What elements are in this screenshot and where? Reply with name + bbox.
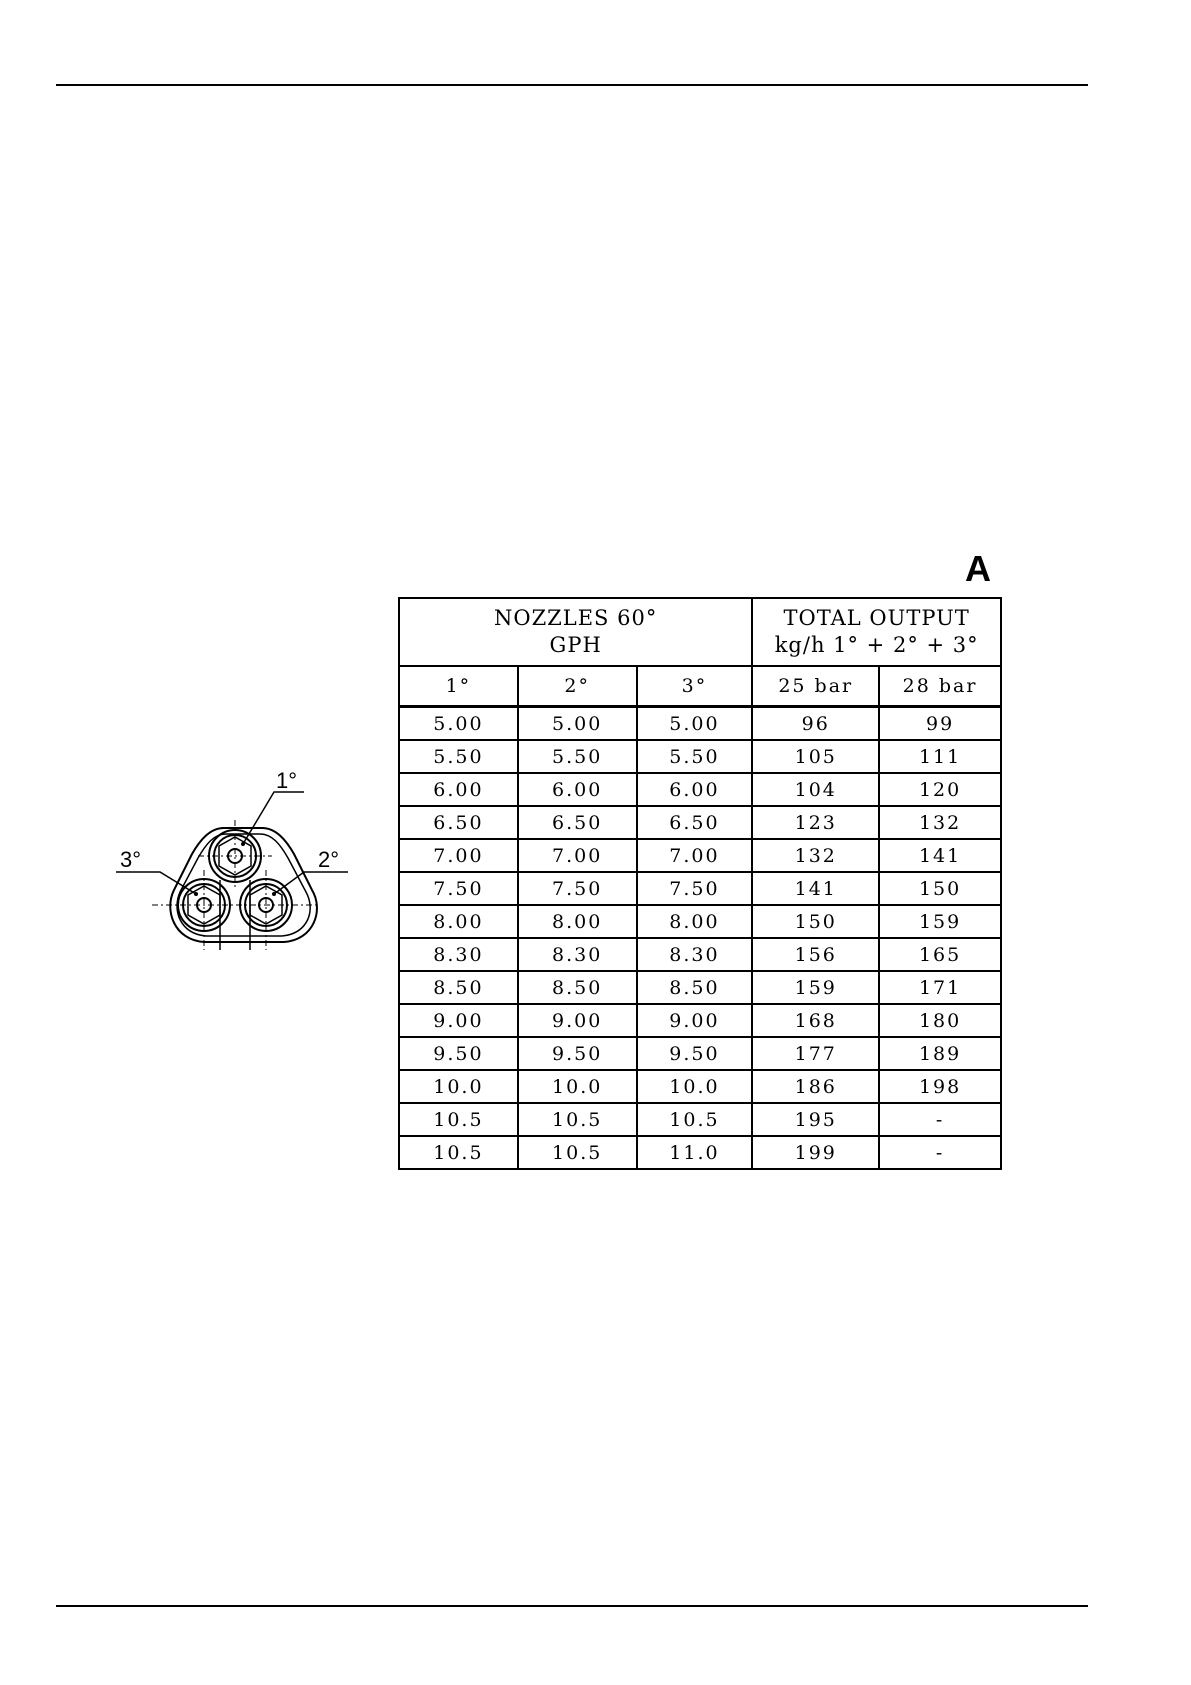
table-cell: 9.00 bbox=[518, 1004, 637, 1037]
table-row bbox=[399, 872, 1001, 905]
nozzle-layout-drawing bbox=[112, 770, 352, 960]
table-cell: 159 bbox=[879, 905, 1001, 938]
table-row bbox=[399, 938, 1001, 971]
table-cell: 9.00 bbox=[637, 1004, 753, 1037]
table-row bbox=[399, 905, 1001, 938]
table-cell: 5.50 bbox=[637, 740, 753, 773]
table-cell: 141 bbox=[879, 839, 1001, 872]
table-cell: 6.50 bbox=[637, 806, 753, 839]
table-cell: 96 bbox=[752, 707, 879, 741]
table-cell: 7.50 bbox=[399, 872, 518, 905]
table-cell: 6.00 bbox=[518, 773, 637, 806]
col-header-2: 2° bbox=[518, 666, 637, 707]
table-cell: 7.50 bbox=[637, 872, 753, 905]
table-row bbox=[399, 1136, 1001, 1169]
table-cell: 8.50 bbox=[399, 971, 518, 1004]
label-nozzle-1: 1° bbox=[276, 770, 298, 793]
table-cell: 10.0 bbox=[518, 1070, 637, 1103]
table-cell: 180 bbox=[879, 1004, 1001, 1037]
nozzle-output-table bbox=[398, 597, 1002, 1170]
table-row bbox=[399, 1070, 1001, 1103]
table-cell: 156 bbox=[752, 938, 879, 971]
table-cell: 10.0 bbox=[637, 1070, 753, 1103]
table-cell: 104 bbox=[752, 773, 879, 806]
table-cell: 7.00 bbox=[518, 839, 637, 872]
table-cell: 132 bbox=[879, 806, 1001, 839]
table-cell: 9.50 bbox=[399, 1037, 518, 1070]
table-row bbox=[399, 1004, 1001, 1037]
table-cell: 5.00 bbox=[637, 707, 753, 741]
table-cell: 5.00 bbox=[518, 707, 637, 741]
table-cell: 105 bbox=[752, 740, 879, 773]
table-row bbox=[399, 1037, 1001, 1070]
table-cell: 8.50 bbox=[637, 971, 753, 1004]
table-cell: 6.00 bbox=[637, 773, 753, 806]
table-cell: 165 bbox=[879, 938, 1001, 971]
table-cell: 195 bbox=[752, 1103, 879, 1136]
table-cell: 8.00 bbox=[637, 905, 753, 938]
table-cell: - bbox=[879, 1136, 1001, 1169]
table-cell: 5.50 bbox=[399, 740, 518, 773]
table-cell: 5.00 bbox=[399, 707, 518, 741]
table-cell: 8.30 bbox=[637, 938, 753, 971]
table-cell: 8.30 bbox=[399, 938, 518, 971]
table-cell: 10.5 bbox=[399, 1136, 518, 1169]
table-cell: 150 bbox=[752, 905, 879, 938]
table-row bbox=[399, 971, 1001, 1004]
table-row bbox=[399, 707, 1001, 741]
table-cell: 141 bbox=[752, 872, 879, 905]
table-cell: - bbox=[879, 1103, 1001, 1136]
table-cell: 9.00 bbox=[399, 1004, 518, 1037]
table-cell: 99 bbox=[879, 707, 1001, 741]
table-cell: 8.00 bbox=[399, 905, 518, 938]
table-cell: 7.00 bbox=[637, 839, 753, 872]
label-nozzle-2: 2° bbox=[318, 847, 340, 872]
table-cell: 7.50 bbox=[518, 872, 637, 905]
table-cell: 6.00 bbox=[399, 773, 518, 806]
table-cell: 11.0 bbox=[637, 1136, 753, 1169]
table-cell: 198 bbox=[879, 1070, 1001, 1103]
nozzle-diagram bbox=[112, 770, 352, 960]
table-cell: 9.50 bbox=[518, 1037, 637, 1070]
table-cell: 150 bbox=[879, 872, 1001, 905]
table-row bbox=[399, 773, 1001, 806]
table-cell: 10.5 bbox=[518, 1136, 637, 1169]
table-cell: 8.30 bbox=[518, 938, 637, 971]
table-cell: 6.50 bbox=[518, 806, 637, 839]
table-cell: 171 bbox=[879, 971, 1001, 1004]
table-cell: 111 bbox=[879, 740, 1001, 773]
table-cell: 10.5 bbox=[518, 1103, 637, 1136]
table-cell: 6.50 bbox=[399, 806, 518, 839]
bottom-rule bbox=[56, 1605, 1088, 1607]
table-row bbox=[399, 839, 1001, 872]
table-cell: 186 bbox=[752, 1070, 879, 1103]
table-cell: 5.50 bbox=[518, 740, 637, 773]
table-cell: 199 bbox=[752, 1136, 879, 1169]
table-cell: 8.50 bbox=[518, 971, 637, 1004]
table-cell: 8.00 bbox=[518, 905, 637, 938]
table-cell: 189 bbox=[879, 1037, 1001, 1070]
col-header-25bar: 25 bar bbox=[752, 666, 879, 707]
table-cell: 10.0 bbox=[399, 1070, 518, 1103]
table-cell: 10.5 bbox=[399, 1103, 518, 1136]
table-row bbox=[399, 1103, 1001, 1136]
table-cell: 10.5 bbox=[637, 1103, 753, 1136]
col-header-3: 3° bbox=[637, 666, 753, 707]
figure-label: A bbox=[965, 548, 991, 589]
table-cell: 168 bbox=[752, 1004, 879, 1037]
table-cell: 120 bbox=[879, 773, 1001, 806]
col-header-1: 1° bbox=[399, 666, 518, 707]
total-output-header: TOTAL OUTPUT kg/h 1° + 2° + 3° bbox=[752, 598, 1001, 666]
table-cell: 177 bbox=[752, 1037, 879, 1070]
table-cell: 123 bbox=[752, 806, 879, 839]
nozzles-header: NOZZLES 60° GPH bbox=[399, 598, 752, 666]
table-row bbox=[399, 740, 1001, 773]
top-rule bbox=[56, 84, 1088, 86]
col-header-28bar: 28 bar bbox=[879, 666, 1001, 707]
table-cell: 9.50 bbox=[637, 1037, 753, 1070]
table-cell: 132 bbox=[752, 839, 879, 872]
table-row bbox=[399, 806, 1001, 839]
table-cell: 7.00 bbox=[399, 839, 518, 872]
label-nozzle-3: 3° bbox=[120, 847, 142, 872]
table-cell: 159 bbox=[752, 971, 879, 1004]
